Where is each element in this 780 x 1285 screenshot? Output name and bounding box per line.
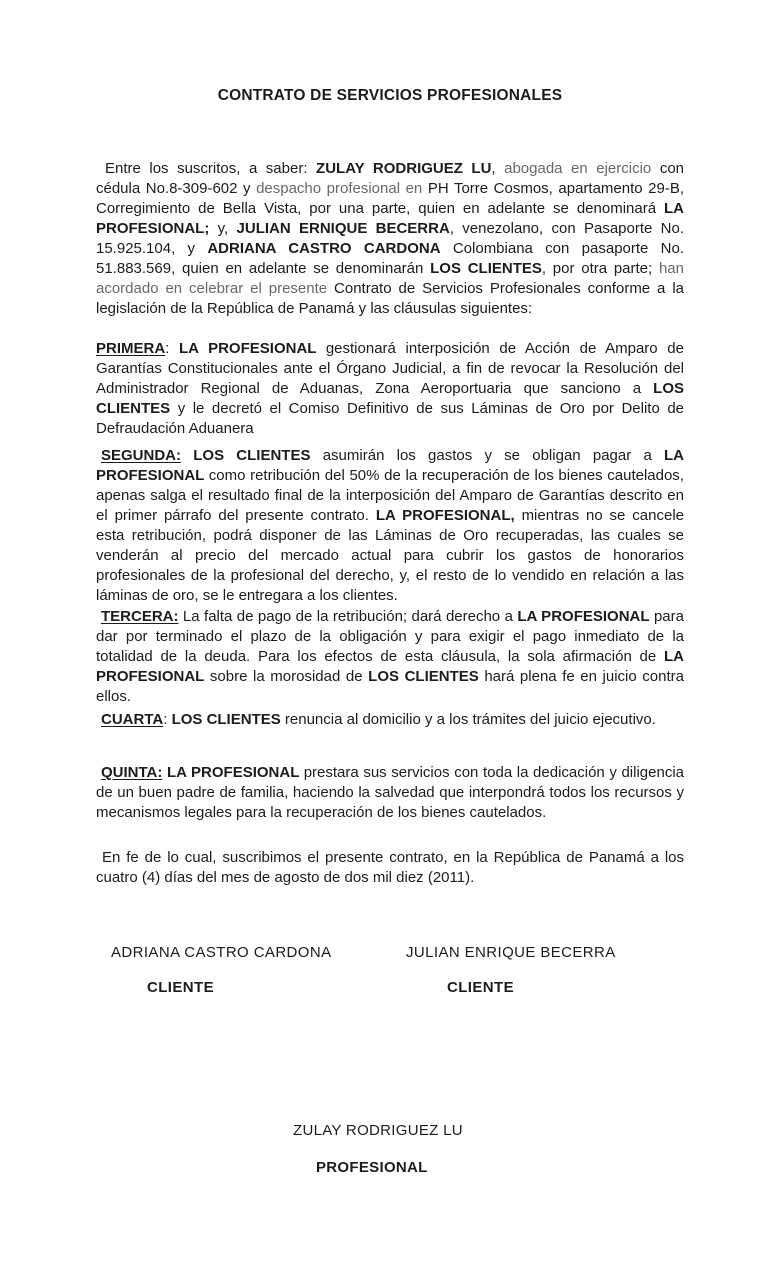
text-run: LOS CLIENTES xyxy=(430,260,542,277)
text-run: ADRIANA CASTRO CARDONA xyxy=(207,240,441,257)
signature-role-profesional: PROFESIONAL xyxy=(316,1159,428,1176)
text-run: LA PROFESIONAL xyxy=(517,608,650,625)
text-run: LOS CLIENTES xyxy=(193,447,323,464)
text-run: , xyxy=(491,160,505,177)
clause-tercera-paragraph xyxy=(96,607,684,707)
text-run: como retribución del 50% de la recuperación de los bienes cautelados, apenas salga el resultado final de la interposición del Amparo de Garantías descrito en el primer párrafo del presente contrato. xyxy=(96,467,684,524)
text-run: : xyxy=(165,340,179,357)
clause-quinta-paragraph xyxy=(96,763,684,823)
text-run: LOS CLIENTES xyxy=(171,711,285,728)
signature-name-zulay: ZULAY RODRIGUEZ LU xyxy=(293,1122,463,1139)
text-run: LOS CLIENTES xyxy=(96,380,684,417)
text-run: han acordado en celebrar el presente xyxy=(96,260,684,297)
text-run: LA PROFESIONAL, xyxy=(375,507,515,524)
signature-name-adriana: ADRIANA CASTRO CARDONA xyxy=(111,944,332,961)
text-run: SEGUNDA: xyxy=(101,447,182,464)
signature-role-cliente-right: CLIENTE xyxy=(447,979,514,996)
text-run xyxy=(181,447,193,464)
clause-cuarta-paragraph xyxy=(96,710,684,730)
text-run: Entre los suscritos, a saber: xyxy=(105,160,317,177)
signature-name-julian: JULIAN ENRIQUE BECERRA xyxy=(406,944,616,961)
clause-primera-paragraph xyxy=(96,339,684,439)
text-run: LOS CLIENTES xyxy=(368,668,479,685)
text-run: PH Torre Cosmos, apartamento 29-B, Corregimiento de Bella Vista, por una parte, quien en adelante se denominará xyxy=(96,180,684,217)
text-run: y le decretó el Comiso Definitivo de sus Láminas de Oro por Delito de Defraudación Aduanera xyxy=(96,400,684,437)
text-run: QUINTA: xyxy=(101,764,163,781)
text-run: con cédula No.8-309-602 y xyxy=(96,160,684,197)
text-run: PRIMERA xyxy=(96,340,166,357)
text-run: LA PROFESIONAL xyxy=(96,648,684,685)
text-run: mientras no se cancele esta retribución, podrá disponer de las Láminas de Oro recuperadas, las cuales se venderán al precio del mercado actual para cubrir los gastos de honorarios profesionales de la profesional del derecho, y, el resto de lo vendido en relación a las láminas de oro, se le entregara a los clientes. xyxy=(96,507,684,604)
text-run: : xyxy=(163,711,172,728)
text-run: prestara sus servicios con toda la dedicación y diligencia de un buen padre de familia, haciendo la salvedad que interpondrá todos los recursos y mecanismos legales para la recuperación de los bienes cautelados. xyxy=(96,764,685,821)
text-run: renuncia al domicilio y a los trámites del juicio ejecutivo. xyxy=(284,711,656,728)
text-run: LA PROFESIONAL xyxy=(179,340,326,357)
text-run: TERCERA: xyxy=(101,608,179,625)
text-run: despacho profesional en xyxy=(256,180,428,197)
text-run: , venezolano, con Pasaporte No. 15.925.104, y xyxy=(96,220,684,257)
intro-paragraph xyxy=(96,159,684,319)
text-run: LA PROFESIONAL xyxy=(96,447,685,484)
text-run: ZULAY RODRIGUEZ LU xyxy=(316,160,492,177)
text-run: La falta de pago de la retribución; dará derecho a xyxy=(178,608,518,625)
text-run: y, xyxy=(209,220,237,237)
text-run: En fe de lo cual, suscribimos el presente contrato, en la República de Panamá a los cuatro (4) días del mes de agosto de dos mil diez (2011). xyxy=(96,849,684,886)
text-run: LA PROFESIONAL xyxy=(167,764,304,781)
text-run: , por otra parte; xyxy=(541,260,659,277)
text-run: hará plena fe en juicio contra ellos. xyxy=(96,668,684,705)
text-run: abogada en ejercicio xyxy=(504,160,660,177)
text-run: sobre la morosidad de xyxy=(204,668,369,685)
text-run: gestionará interposición de Acción de Amparo de Garantías Constitucionales ante el Órgano Judicial, a fin de revocar la Resolución del Administrador Regional de Aduanas, Zona Aeroportuaria que sanciono a xyxy=(96,340,684,397)
clause-segunda-paragraph xyxy=(96,446,684,606)
text-run: asumirán los gastos y se obligan pagar a xyxy=(322,447,665,464)
text-run: JULIAN ERNIQUE BECERRA xyxy=(236,220,450,237)
text-run: Contrato de Servicios Profesionales conforme a la legislación de la República de Panamá y las cláusulas siguientes: xyxy=(96,280,684,317)
text-run: CUARTA xyxy=(101,711,164,728)
text-run: LA PROFESIONAL; xyxy=(96,200,684,237)
signature-role-cliente-left: CLIENTE xyxy=(147,979,214,996)
text-run: para dar por terminado el plazo de la obligación y para exigir el pago inmediato de la totalidad de la deuda. Para los efectos de esta cláusula, la sola afirmación de xyxy=(96,608,684,665)
closing-paragraph xyxy=(96,848,684,888)
document-title: CONTRATO DE SERVICIOS PROFESIONALES xyxy=(217,87,563,104)
text-run: Colombiana con pasaporte No. 51.883.569, quien en adelante se denominarán xyxy=(96,240,685,277)
